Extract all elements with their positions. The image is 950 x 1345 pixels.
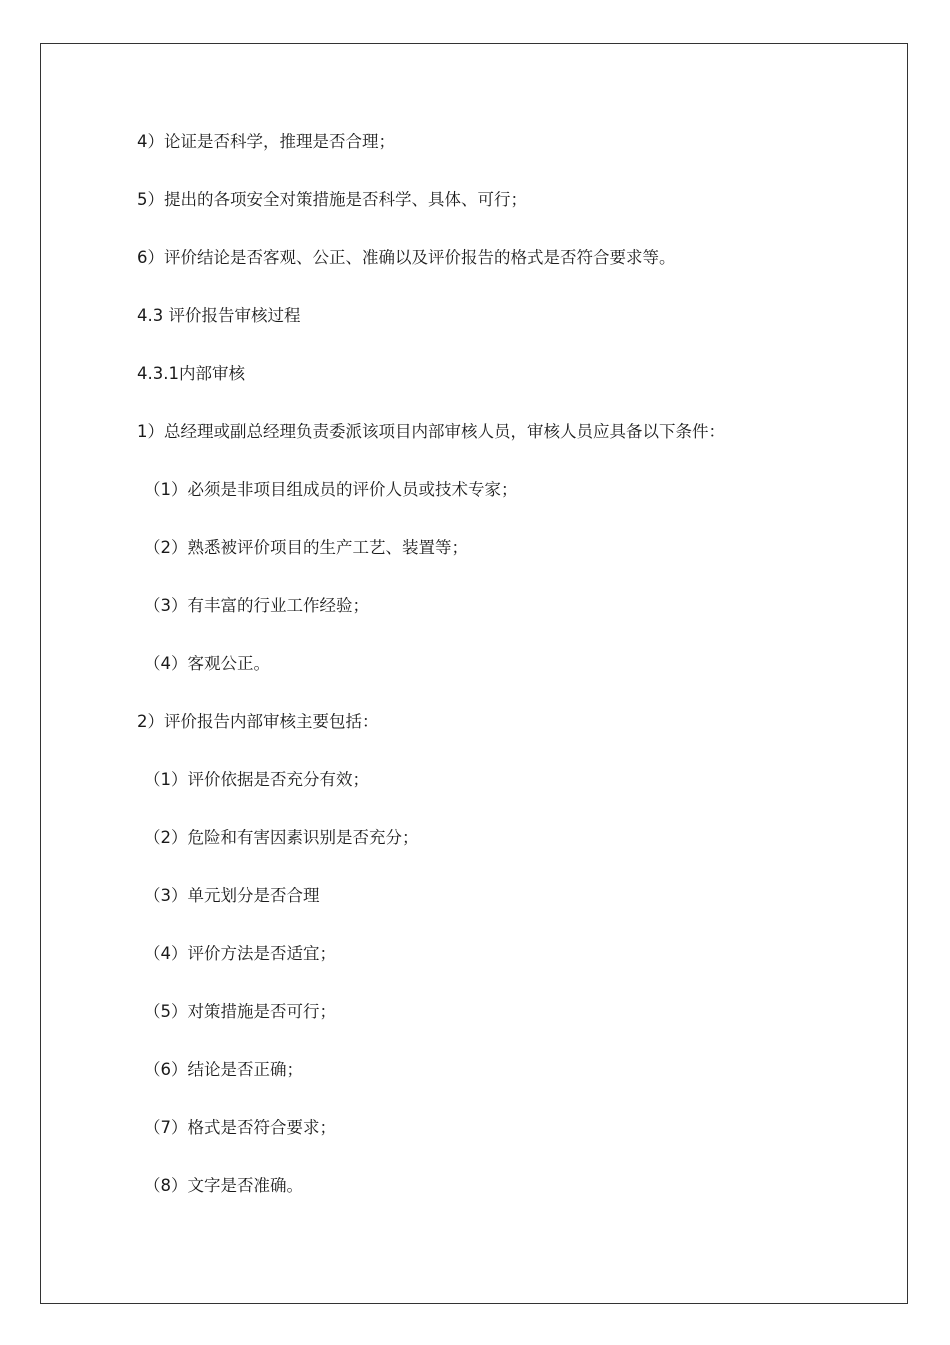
paragraph-line: 1）总经理或副总经理负责委派该项目内部审核人员，审核人员应具备以下条件： bbox=[137, 422, 725, 441]
list-item: （4）评价方法是否适宜； bbox=[144, 944, 336, 963]
list-item: （6）结论是否正确； bbox=[144, 1060, 303, 1079]
document-body bbox=[137, 130, 877, 1232]
list-item: （7）格式是否符合要求； bbox=[144, 1118, 336, 1137]
list-item: （3）有丰富的行业工作经验； bbox=[144, 596, 369, 615]
list-item: （1）评价依据是否充分有效； bbox=[144, 770, 369, 789]
list-item: （5）对策措施是否可行； bbox=[144, 1002, 336, 1021]
list-item: （1）必须是非项目组成员的评价人员或技术专家； bbox=[144, 480, 518, 499]
list-item: （8）文字是否准确。 bbox=[144, 1176, 303, 1195]
section-heading: 4.3 评价报告审核过程 bbox=[137, 306, 301, 325]
list-item: （3）单元划分是否合理 bbox=[144, 886, 320, 905]
paragraph-line: 6）评价结论是否客观、公正、准确以及评价报告的格式是否符合要求等。 bbox=[137, 248, 676, 267]
list-item: （2）危险和有害因素识别是否充分； bbox=[144, 828, 419, 847]
paragraph-line: 4）论证是否科学，推理是否合理； bbox=[137, 132, 395, 151]
subsection-heading: 4.3.1内部审核 bbox=[137, 364, 245, 383]
paragraph-line: 2）评价报告内部审核主要包括： bbox=[137, 712, 379, 731]
paragraph-line: 5）提出的各项安全对策措施是否科学、具体、可行； bbox=[137, 190, 527, 209]
list-item: （4）客观公正。 bbox=[144, 654, 270, 673]
list-item: （2）熟悉被评价项目的生产工艺、装置等； bbox=[144, 538, 468, 557]
